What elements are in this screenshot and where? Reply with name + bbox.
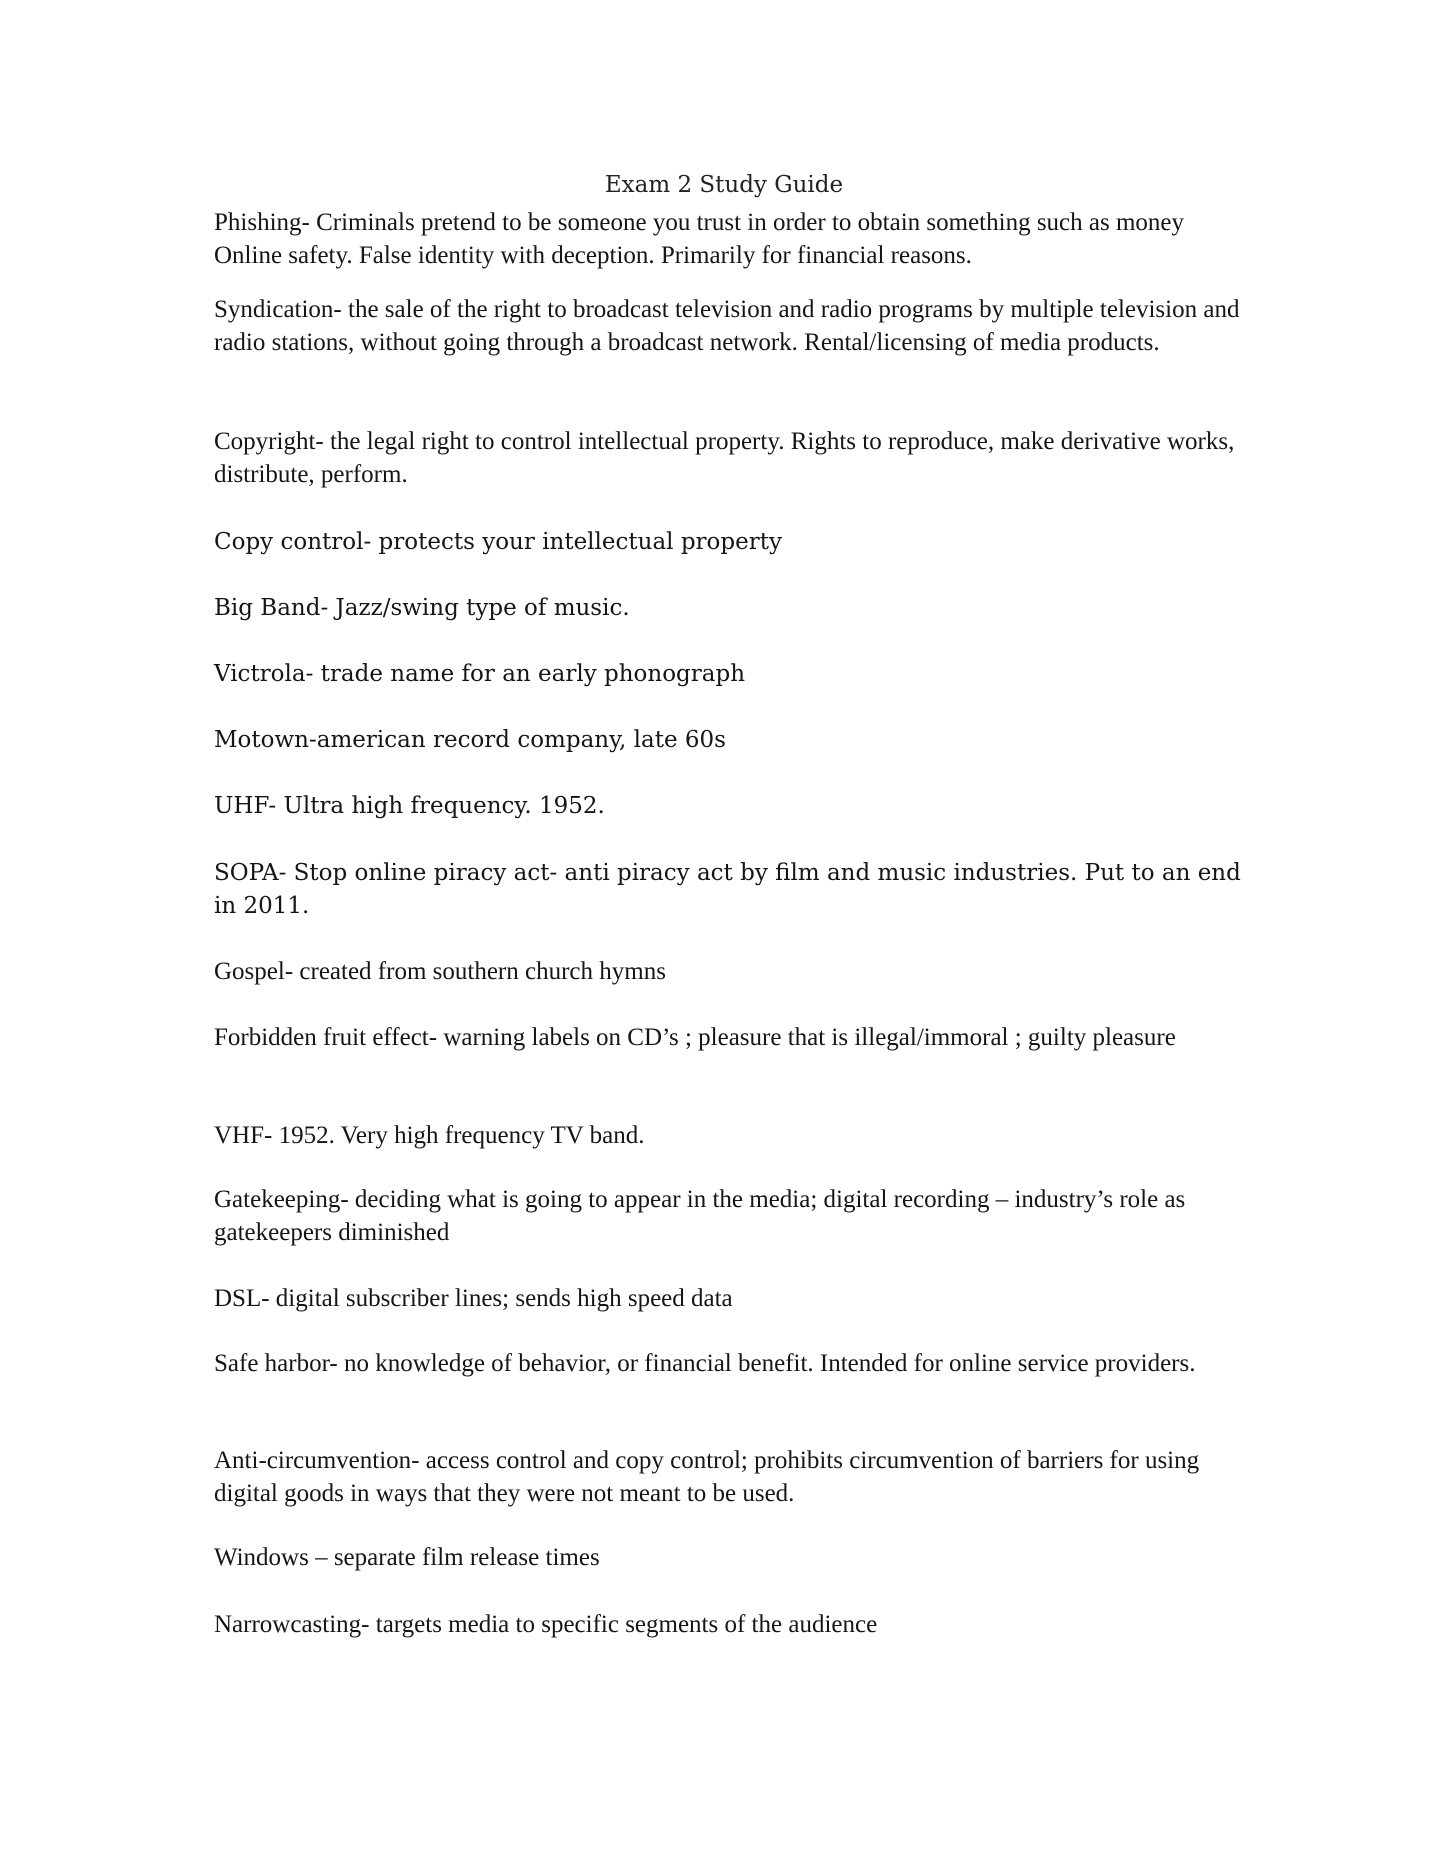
entry-windows: Windows – separate film release times <box>214 1544 600 1571</box>
entry-anti-circumvention: Anti-circumvention- access control and copy control; prohibits circumvention of barriers for using digital goods in ways that they were not meant to be used. <box>214 1447 1200 1507</box>
entry-gospel: Gospel- created from southern church hymns <box>214 958 666 985</box>
entry-uhf: UHF- Ultra high frequency. 1952. <box>214 793 605 819</box>
entry-phishing: Phishing- Criminals pretend to be someone you trust in order to obtain something such as money Online safety. False identity with deception. Primarily for financial reasons. <box>214 209 1185 269</box>
entry-big-band: Big Band- Jazz/swing type of music. <box>214 595 630 621</box>
entry-victrola: Victrola- trade name for an early phonograph <box>214 661 746 687</box>
entry-motown: Motown-american record company, late 60s <box>214 727 726 753</box>
entry-vhf: VHF- 1952. Very high frequency TV band. <box>214 1122 645 1149</box>
document-title: Exam 2 Study Guide <box>604 172 844 198</box>
entry-narrowcasting: Narrowcasting- targets media to specific segments of the audience <box>214 1611 878 1638</box>
entry-copy-control: Copy control- protects your intellectual property <box>214 529 782 555</box>
entry-safe-harbor: Safe harbor- no knowledge of behavior, or financial benefit. Intended for online service providers. <box>214 1350 1196 1377</box>
entry-sopa: SOPA- Stop online piracy act- anti piracy act by film and music industries. Put to an end in 2011. <box>214 860 1241 919</box>
entry-forbidden-fruit: Forbidden fruit effect- warning labels on CD’s ; pleasure that is illegal/immoral ; guilty pleasure <box>214 1024 1176 1051</box>
entry-copyright: Copyright- the legal right to control intellectual property. Rights to reproduce, make derivative works, distribute, perform. <box>214 428 1235 488</box>
entry-dsl: DSL- digital subscriber lines; sends high speed data <box>214 1285 733 1312</box>
entry-syndication: Syndication- the sale of the right to broadcast television and radio programs by multiple television and radio stations, without going through a broadcast network. Rental/licensing of media products. <box>214 296 1240 356</box>
entry-gatekeeping: Gatekeeping- deciding what is going to appear in the media; digital recording – industry’s role as gatekeepers diminished <box>214 1186 1186 1246</box>
